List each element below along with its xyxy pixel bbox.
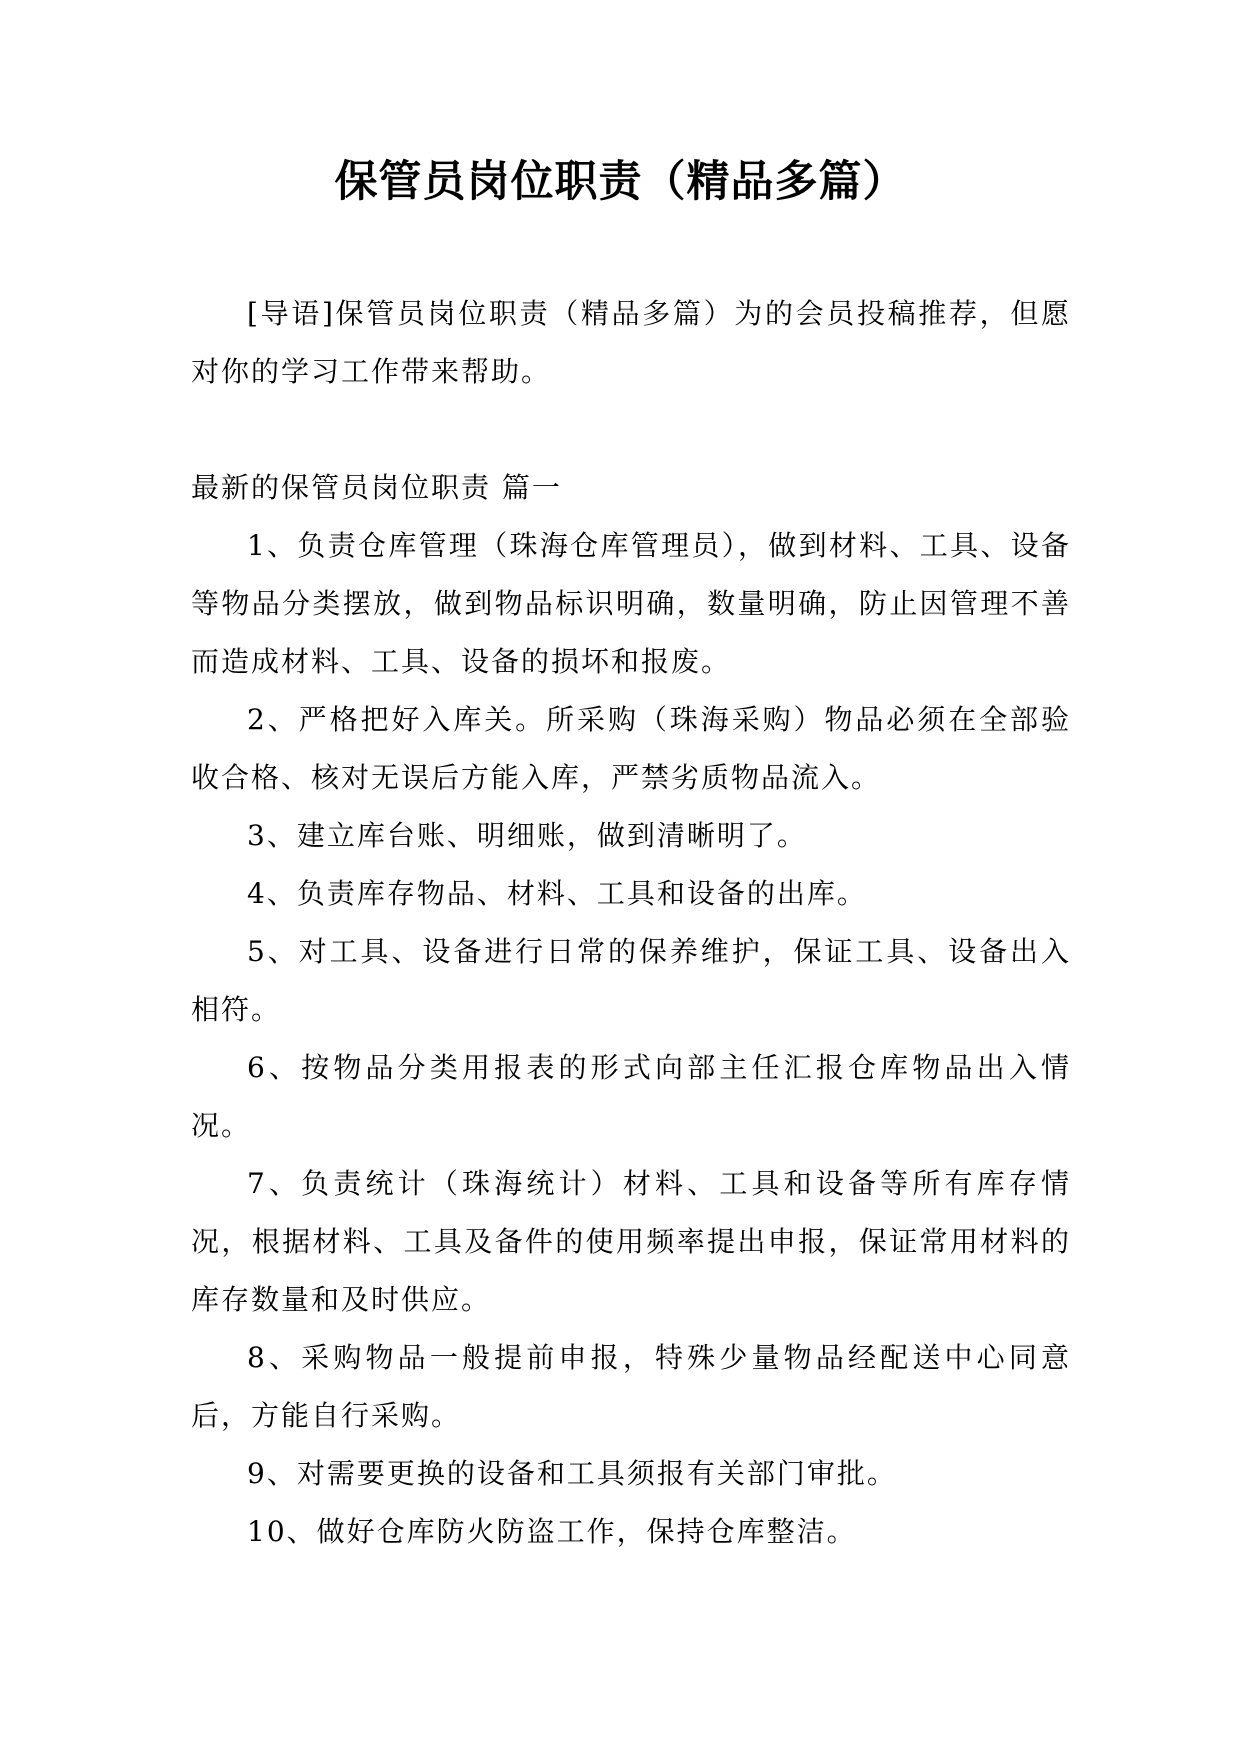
- paragraph-spacer: [191, 401, 1071, 459]
- list-item: 9、对需要更换的设备和工具须报有关部门审批。: [247, 1457, 897, 1490]
- document-title: 保管员岗位职责（精品多篇）: [334, 157, 907, 207]
- section-heading: 最新的保管员岗位职责 篇一: [191, 471, 562, 504]
- list-item: 6、按物品分类用报表的形式向部主任汇报仓库物品出入情况。: [191, 1051, 1071, 1142]
- list-item: 3、建立库台账、明细账，做到清晰明了。: [247, 819, 807, 852]
- list-item: 10、做好仓库防火防盗工作，保持仓库整洁。: [247, 1515, 857, 1548]
- list-item: 4、负责库存物品、材料、工具和设备的出库。: [247, 877, 867, 910]
- list-item: 5、对工具、设备进行日常的保养维护，保证工具、设备出入相符。: [191, 935, 1071, 1026]
- list-item: 8、采购物品一般提前申报，特殊少量物品经配送中心同意后，方能自行采购。: [191, 1341, 1071, 1432]
- intro-paragraph: [导语]保管员岗位职责（精品多篇）为的会员投稿推荐，但愿对你的学习工作带来帮助。: [191, 297, 1071, 388]
- list-item: 2、严格把好入库关。所采购（珠海采购）物品必须在全部验收合格、核对无误后方能入库，严禁劣质物品流入。: [191, 703, 1071, 794]
- list-item: 7、负责统计（珠海统计）材料、工具和设备等所有库存情况，根据材料、工具及备件的使用频率提出申报，保证常用材料的库存数量和及时供应。: [191, 1167, 1071, 1316]
- document-body: [191, 285, 1071, 1561]
- list-item: 1、负责仓库管理（珠海仓库管理员），做到材料、工具、设备等物品分类摆放，做到物品标识明确，数量明确，防止因管理不善而造成材料、工具、设备的损坏和报废。: [191, 529, 1071, 678]
